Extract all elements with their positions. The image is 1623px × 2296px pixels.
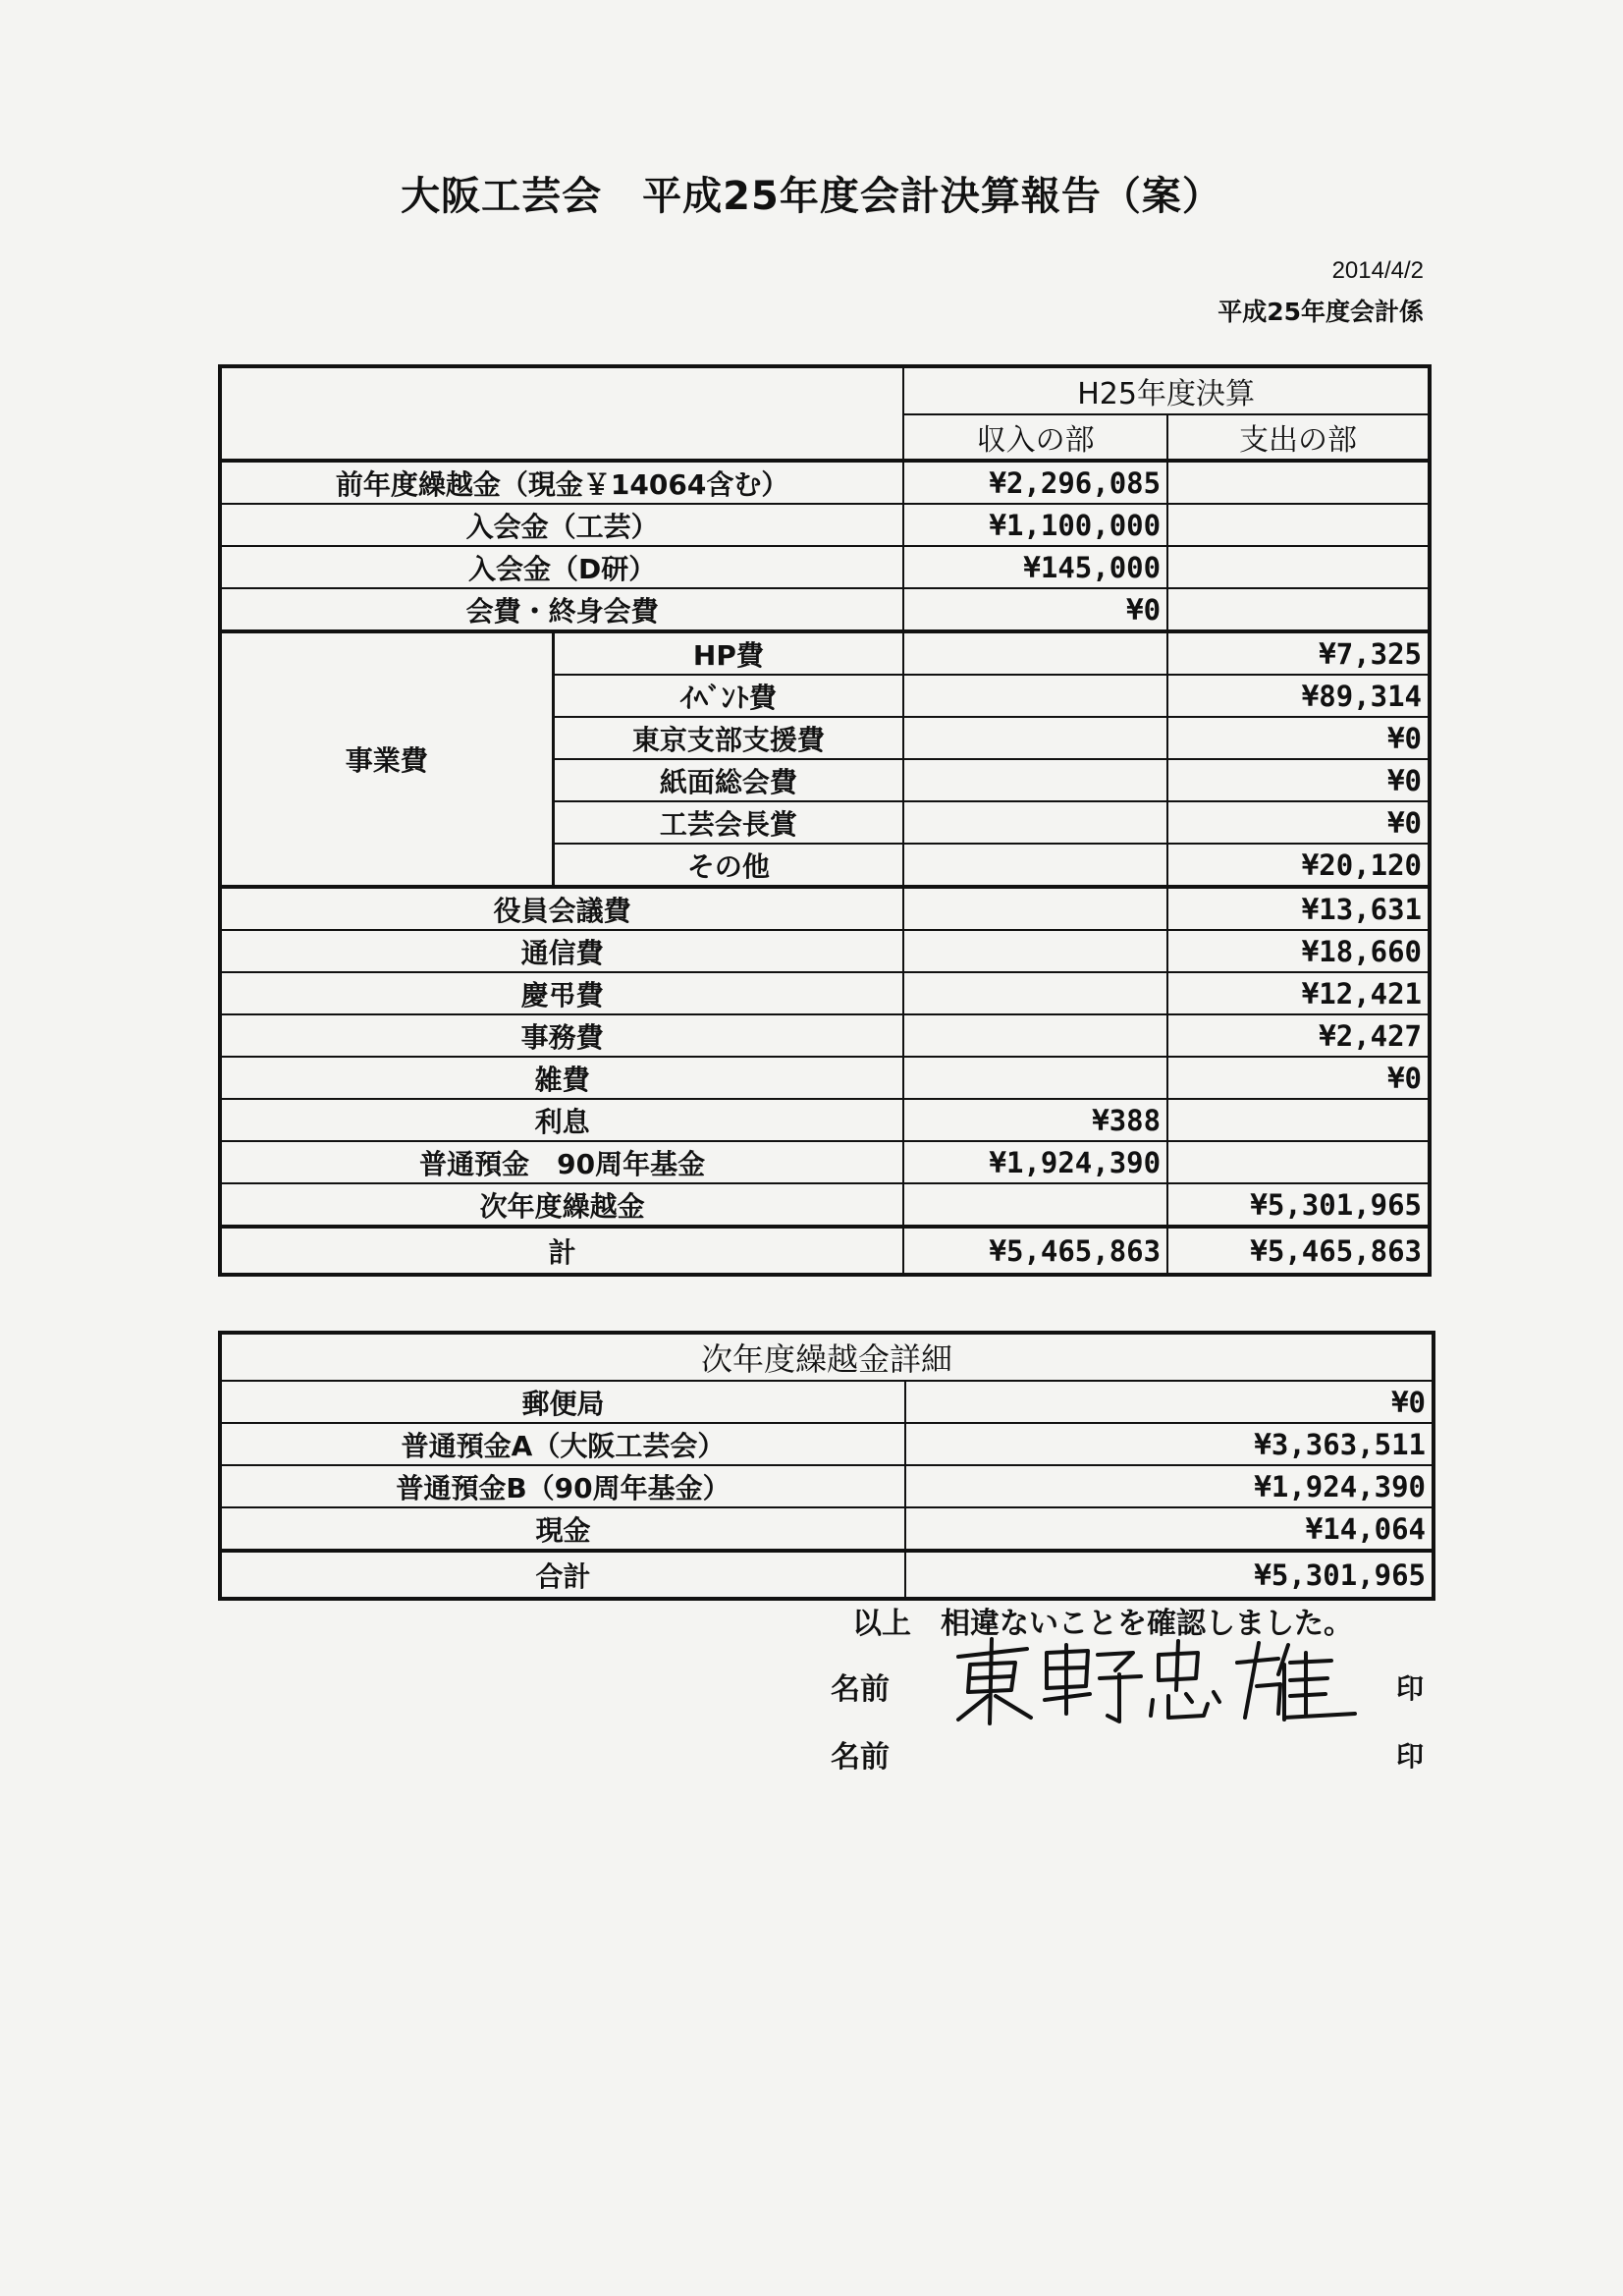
income-cell: ¥1,100,000 [903, 504, 1167, 546]
detail-label: 郵便局 [220, 1381, 905, 1423]
detail-total-label: 合計 [220, 1551, 905, 1599]
income-cell [903, 972, 1167, 1014]
row-label: 会費・終身会費 [220, 588, 903, 631]
carryover-detail-table [218, 1331, 1435, 1601]
expense-cell: ¥89,314 [1167, 675, 1430, 717]
settlement-table [218, 364, 1432, 1277]
table-row [220, 546, 1430, 588]
row-label: 前年度繰越金（現金￥14064含む） [220, 461, 903, 504]
seal-label-1: 印 [1395, 1672, 1424, 1705]
seal-label-2: 印 [1395, 1740, 1424, 1773]
row-label: 入会金（D研） [220, 546, 903, 588]
expense-cell: ¥5,301,965 [1167, 1183, 1430, 1227]
row-label: 通信費 [220, 930, 903, 972]
table-row [220, 461, 1430, 504]
expense-cell: ¥0 [1167, 1057, 1430, 1099]
table-row [220, 1465, 1434, 1507]
income-cell [903, 844, 1167, 887]
expense-cell [1167, 588, 1430, 631]
income-total: ¥5,465,863 [903, 1227, 1167, 1275]
table-row [220, 887, 1430, 930]
expense-cell: ¥20,120 [1167, 844, 1430, 887]
row-label: 役員会議費 [220, 887, 903, 930]
table-row [220, 1099, 1430, 1141]
detail-table-title: 次年度繰越金詳細 [220, 1333, 1434, 1381]
income-cell [903, 631, 1167, 675]
detail-value: ¥0 [905, 1381, 1434, 1423]
row-label: 雑費 [220, 1057, 903, 1099]
income-cell [903, 1057, 1167, 1099]
income-cell [903, 1183, 1167, 1227]
income-cell [903, 1014, 1167, 1057]
income-cell [903, 759, 1167, 801]
expense-cell: ¥0 [1167, 717, 1430, 759]
row-label: 普通預金 90周年基金 [220, 1141, 903, 1183]
page-title: 大阪工芸会 平成25年度会計決算報告（案） [401, 174, 1222, 219]
row-label: 入会金（工芸） [220, 504, 903, 546]
income-cell: ¥388 [903, 1099, 1167, 1141]
table-row [220, 588, 1430, 631]
row-label: ｲﾍﾞﾝﾄ費 [553, 675, 903, 717]
total-label: 計 [220, 1227, 903, 1275]
table-row [220, 631, 1430, 675]
table-row [220, 1507, 1434, 1551]
row-label: 事務費 [220, 1014, 903, 1057]
table-row [220, 1381, 1434, 1423]
expense-cell [1167, 1099, 1430, 1141]
total-row [220, 1227, 1430, 1275]
total-row [220, 1551, 1434, 1599]
table-row [220, 1057, 1430, 1099]
detail-value: ¥3,363,511 [905, 1423, 1434, 1465]
business-group-label: 事業費 [220, 631, 553, 887]
income-cell [903, 801, 1167, 844]
table-row [220, 930, 1430, 972]
expense-cell [1167, 546, 1430, 588]
income-cell: ¥2,296,085 [903, 461, 1167, 504]
income-cell: ¥145,000 [903, 546, 1167, 588]
table-row [220, 1183, 1430, 1227]
expense-cell: ¥0 [1167, 759, 1430, 801]
expense-cell: ¥13,631 [1167, 887, 1430, 930]
row-label: 紙面総会費 [553, 759, 903, 801]
detail-label: 普通預金A（大阪工芸会） [220, 1423, 905, 1465]
expense-total: ¥5,465,863 [1167, 1227, 1430, 1275]
expense-cell: ¥18,660 [1167, 930, 1430, 972]
detail-label: 普通預金B（90周年基金） [220, 1465, 905, 1507]
row-label: HP費 [553, 631, 903, 675]
income-cell: ¥1,924,390 [903, 1141, 1167, 1183]
income-cell [903, 887, 1167, 930]
row-label: 東京支部支援費 [553, 717, 903, 759]
expense-cell [1167, 504, 1430, 546]
expense-cell: ¥12,421 [1167, 972, 1430, 1014]
name-label-1: 名前 [831, 1672, 890, 1707]
expense-column-header: 支出の部 [1167, 414, 1430, 461]
table-row [220, 1423, 1434, 1465]
expense-cell: ¥2,427 [1167, 1014, 1430, 1057]
detail-total-value: ¥5,301,965 [905, 1551, 1434, 1599]
row-label: 利息 [220, 1099, 903, 1141]
income-cell [903, 930, 1167, 972]
header-blank [220, 366, 903, 461]
table-row [220, 504, 1430, 546]
row-label: その他 [553, 844, 903, 887]
report-date: 2014/4/2 [1331, 257, 1424, 284]
report-author: 平成25年度会計係 [1217, 298, 1424, 326]
detail-label: 現金 [220, 1507, 905, 1551]
group-header: H25年度決算 [903, 366, 1430, 414]
expense-cell: ¥7,325 [1167, 631, 1430, 675]
table-row [220, 972, 1430, 1014]
row-label: 次年度繰越金 [220, 1183, 903, 1227]
row-label: 工芸会長賞 [553, 801, 903, 844]
income-cell: ¥0 [903, 588, 1167, 631]
row-label: 慶弔費 [220, 972, 903, 1014]
income-cell [903, 675, 1167, 717]
confirmation-text: 以上 相違ないことを確認しました。 [852, 1607, 1353, 1641]
income-cell [903, 717, 1167, 759]
table-row [220, 1141, 1430, 1183]
handwritten-signature [950, 1635, 1363, 1728]
name-label-2: 名前 [831, 1740, 890, 1775]
table-row [220, 1014, 1430, 1057]
expense-cell: ¥0 [1167, 801, 1430, 844]
expense-cell [1167, 461, 1430, 504]
income-column-header: 収入の部 [903, 414, 1167, 461]
detail-value: ¥14,064 [905, 1507, 1434, 1551]
detail-value: ¥1,924,390 [905, 1465, 1434, 1507]
expense-cell [1167, 1141, 1430, 1183]
